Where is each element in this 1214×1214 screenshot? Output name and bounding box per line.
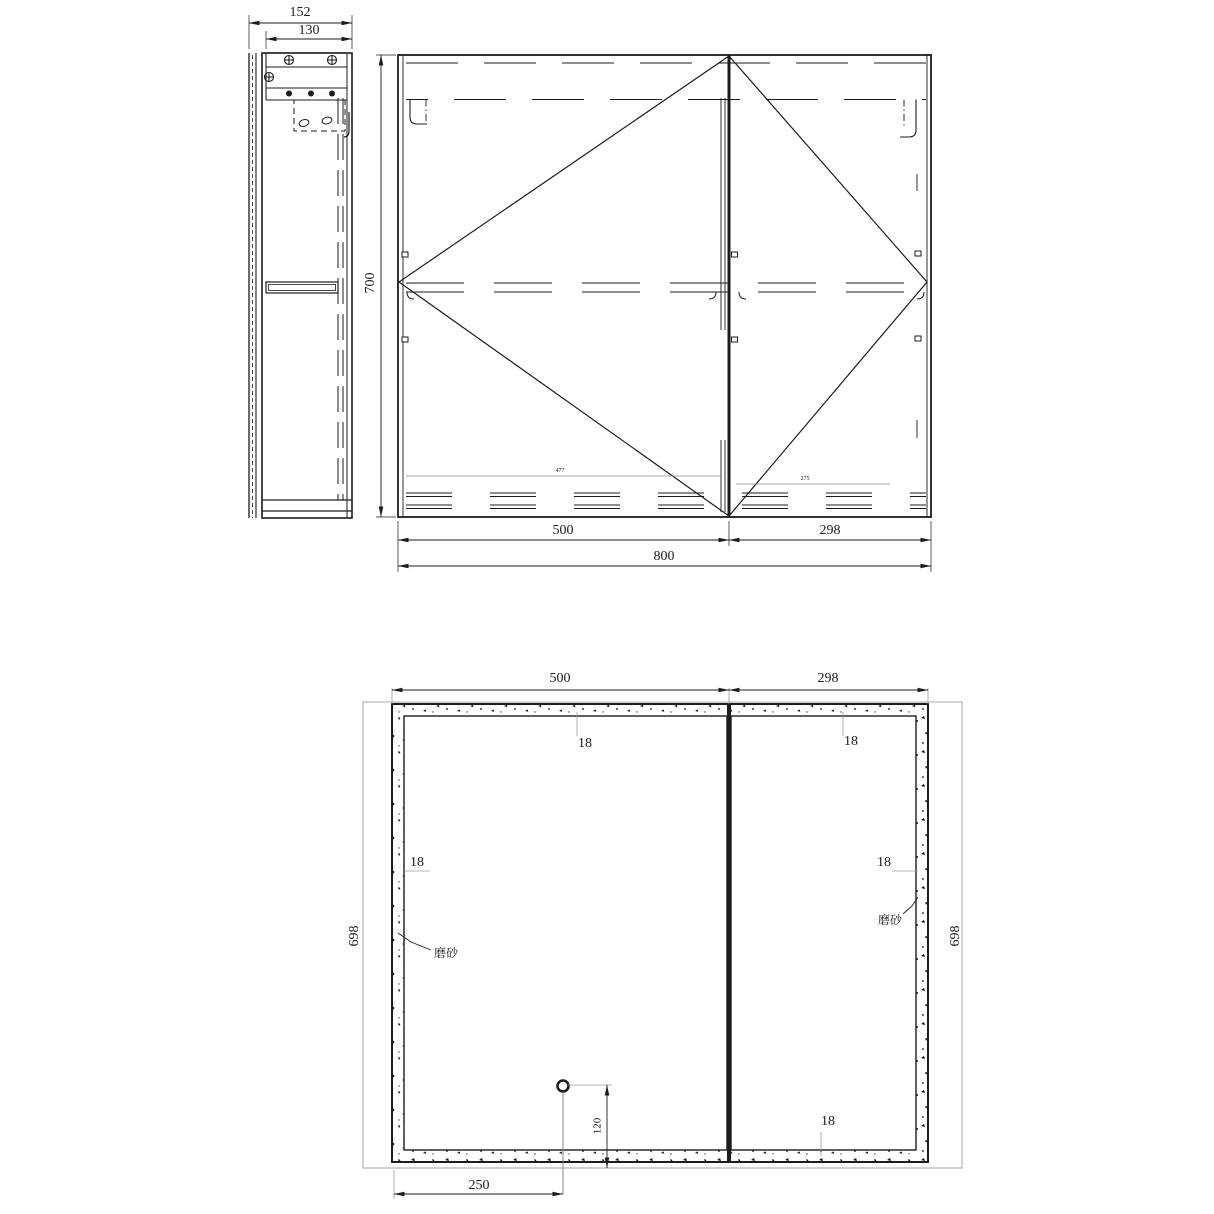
side-door-leaf bbox=[249, 53, 256, 518]
thickness-label-top-right: 18 bbox=[844, 734, 858, 749]
shelf-hidden-line bbox=[406, 283, 926, 299]
side-section-view bbox=[249, 15, 352, 518]
corner-bracket-left bbox=[410, 100, 427, 125]
dim-label-800: 800 bbox=[653, 549, 675, 564]
thickness-label-top-left: 18 bbox=[578, 736, 592, 751]
callout-label-477: 477 bbox=[555, 468, 565, 474]
frosted-note-leaders bbox=[398, 897, 918, 950]
front-elevation-view bbox=[376, 55, 931, 572]
thickness-leaders bbox=[404, 712, 918, 1156]
hinge-plate-detail bbox=[294, 100, 349, 137]
thickness-label-side-right: 18 bbox=[877, 855, 891, 870]
glass-outline bbox=[392, 704, 928, 1162]
dim-label-500-front: 500 bbox=[552, 523, 574, 538]
cabinet-outline bbox=[398, 55, 931, 517]
thickness-label-side-left: 18 bbox=[410, 855, 424, 870]
dim-label-500-glass: 500 bbox=[549, 671, 571, 686]
note-frosted-left: 磨砂 bbox=[433, 946, 459, 960]
dim-label-298-glass: 298 bbox=[817, 671, 839, 686]
side-shelf bbox=[266, 282, 338, 293]
dim-label-120: 120 bbox=[591, 1117, 604, 1135]
glass-panel-view bbox=[363, 688, 962, 1199]
hinge-markers bbox=[402, 251, 921, 342]
dim-label-298-front: 298 bbox=[819, 523, 841, 538]
screw-icon bbox=[265, 56, 337, 82]
dim-label-698-right: 698 bbox=[948, 925, 963, 947]
frosted-band bbox=[392, 704, 928, 1162]
dim-label-152: 152 bbox=[289, 5, 311, 20]
door-swing-lines bbox=[399, 56, 927, 516]
corner-bracket-right bbox=[900, 100, 917, 439]
dim-label-698-left: 698 bbox=[347, 925, 362, 947]
dim-label-700: 700 bbox=[363, 272, 378, 294]
rivet-dots bbox=[286, 91, 335, 97]
front-width-dimensions bbox=[398, 521, 931, 572]
callout-label-275: 275 bbox=[800, 476, 810, 482]
hole-marker bbox=[558, 1081, 569, 1092]
dim-label-250: 250 bbox=[468, 1178, 490, 1193]
note-frosted-right: 磨砂 bbox=[877, 913, 903, 927]
front-height-dimension bbox=[376, 55, 396, 517]
reference-outline bbox=[363, 702, 962, 1168]
thickness-label-bottom: 18 bbox=[821, 1114, 835, 1129]
dim-label-130: 130 bbox=[298, 23, 320, 38]
